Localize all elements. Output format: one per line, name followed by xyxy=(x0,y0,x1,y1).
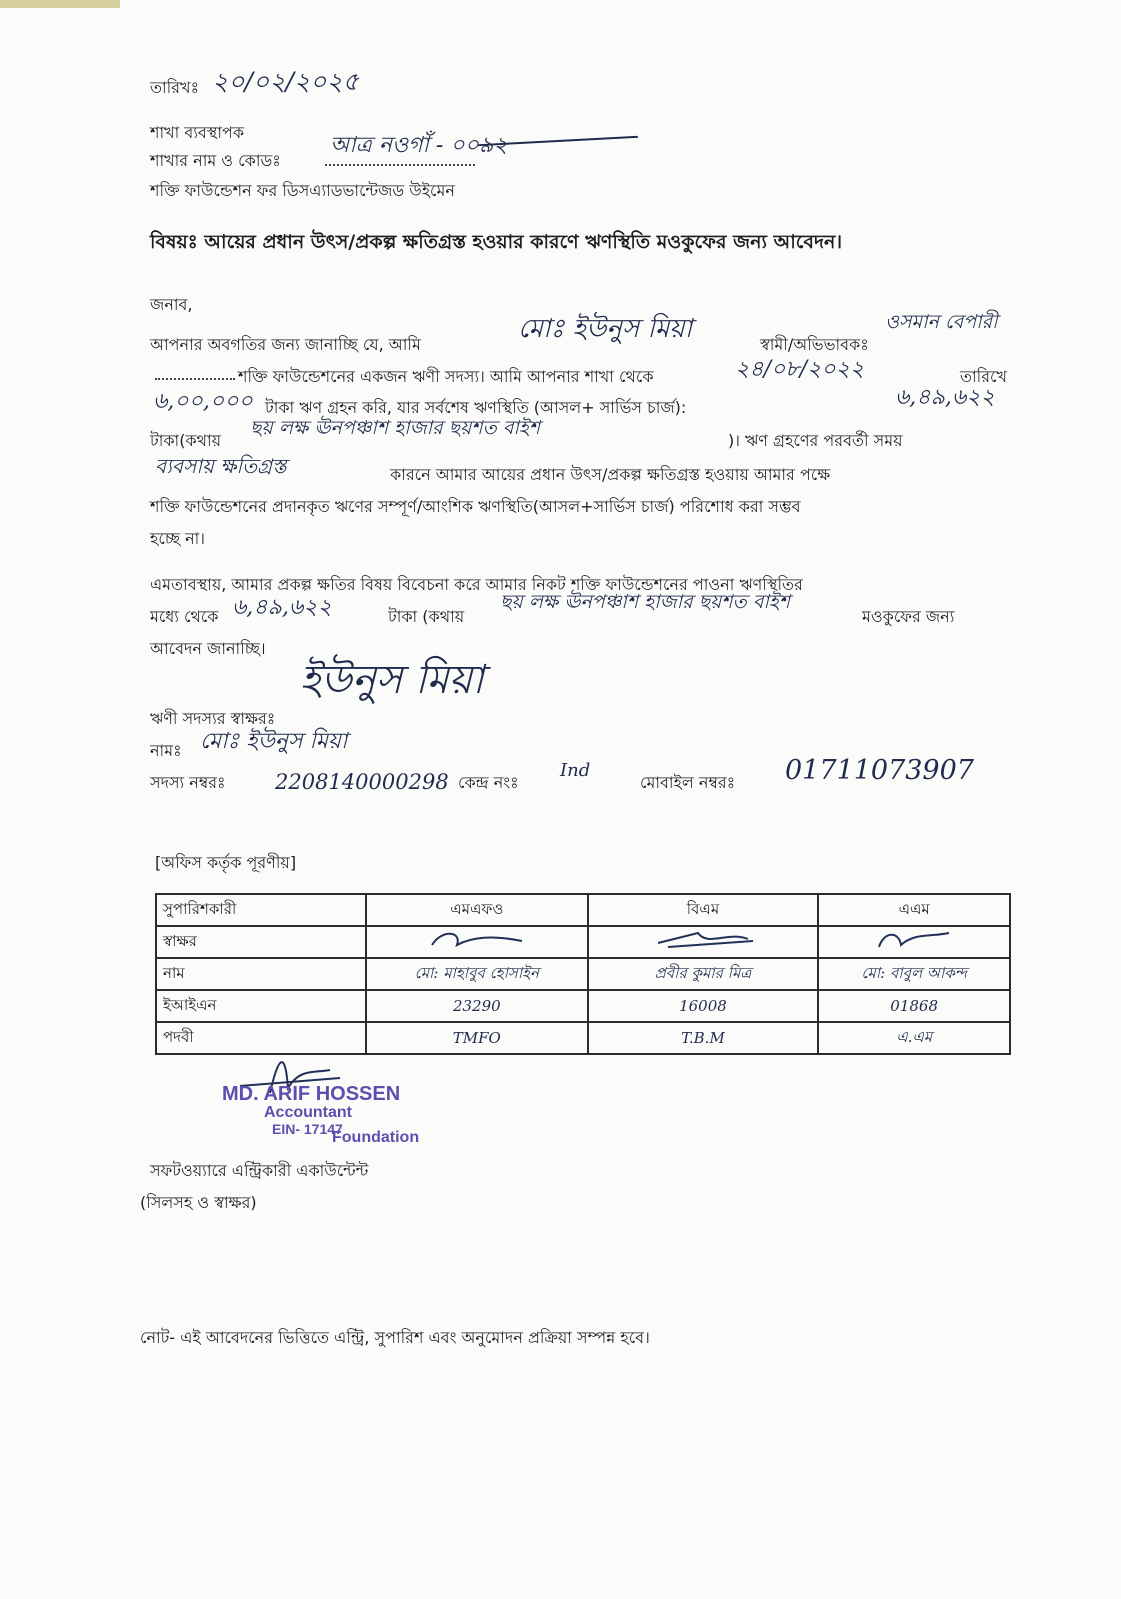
member-no-label: সদস্য নম্বরঃ xyxy=(150,773,226,792)
loss-reason: ব্যবসায় ক্ষতিগ্রস্ত xyxy=(155,454,287,478)
table-row xyxy=(156,990,1010,1022)
signature-mark xyxy=(869,927,959,953)
applicant-name: মোঃ ইউনুস মিয়া xyxy=(518,314,693,344)
table-cell: এ.এম xyxy=(818,1022,1010,1054)
row-label: স্বাক্ষর xyxy=(156,926,366,958)
accountant-label: সফটওয়্যারে এন্ট্রিকারী একাউন্টেন্ট xyxy=(150,1161,369,1180)
mobile-label: মোবাইল নম্বরঃ xyxy=(640,773,736,792)
office-label: [অফিস কর্তৃক পূরণীয়] xyxy=(155,853,297,872)
table-cell: মো: বাবুল আকন্দ xyxy=(818,958,1010,990)
branch-manager: শাখা ব্যবস্থাপক xyxy=(150,123,245,142)
stamp-title: Accountant xyxy=(264,1104,352,1121)
waiver-amount-words: ছয় লক্ষ ঊনপঞ্চাশ হাজার ছয়শত বাইশ xyxy=(500,591,791,613)
loan-balance: ৬,৪৯,৬২২ xyxy=(895,385,995,410)
signature-mark xyxy=(422,927,532,953)
row-label: ইআইএন xyxy=(156,990,366,1022)
center-label: কেন্দ্র নংঃ xyxy=(458,773,519,792)
para1-text: হচ্ছে না। xyxy=(150,529,205,548)
accountant-stamp xyxy=(222,1084,419,1147)
para1-text: তারিখে xyxy=(960,367,1007,386)
foundation-name: শক্তি ফাউন্ডেশন ফর ডিসএ্যাডভান্টেজড উইমেন xyxy=(150,181,455,200)
member-signature: ইউনুস মিয়া xyxy=(300,657,484,703)
table-cell: 16008 xyxy=(588,990,819,1022)
branch-name-value: আত্র নওগাঁ - ০০৯২ xyxy=(330,133,508,158)
para1-text: টাকা ঋণ গ্রহন করি, যার সর্বশেষ ঋণস্থিতি (আসল+ সার্ভিস চার্জ): xyxy=(265,398,687,417)
table-cell: প্রবীর কুমার মিত্র xyxy=(588,958,819,990)
seal-note: (সিলসহ ও স্বাক্ষর) xyxy=(140,1193,257,1212)
date-value: ২০/০২/২০২৫ xyxy=(212,67,359,96)
table-cell: 01868 xyxy=(818,990,1010,1022)
signature-mark xyxy=(638,927,768,953)
paper-corner xyxy=(0,0,120,8)
center-no: Ind xyxy=(560,760,591,781)
para2-text: আবেদন জানাচ্ছি। xyxy=(150,639,266,658)
date-label: তারিখঃ xyxy=(150,78,200,97)
row-label: নাম xyxy=(156,958,366,990)
table-cell: মো: মাহাবুব হোসাইন xyxy=(366,958,588,990)
stamp-ein: EIN- 17147 xyxy=(272,1120,343,1137)
member-signature-label: ঋণী সদস্যর স্বাক্ষরঃ xyxy=(150,709,276,728)
loan-amount: ৬,০০,০০০ xyxy=(153,389,253,414)
balance-in-words: ছয় লক্ষ ঊনপঞ্চাশ হাজার ছয়শত বাইশ xyxy=(250,417,541,439)
para1-text: শক্তি ফাউন্ডেশনের প্রদানকৃত ঋণের সম্পূর্ণ/আংশিক ঋণস্থিতি(আসল+সার্ভিস চার্জ) পরিশোধ করা সম্ভব xyxy=(150,497,801,516)
para2-text: এমতাবস্থায়, আমার প্রকল্প ক্ষতির বিষয় বিবেচনা করে আমার নিকট শক্তি ফাউন্ডেশনের পাওনা ঋণস্থিতির xyxy=(150,575,803,594)
table-header-row xyxy=(156,894,1010,926)
signature-cell xyxy=(366,926,588,958)
member-no: 2208140000298 xyxy=(275,770,449,794)
mobile-no: 01711073907 xyxy=(785,755,974,786)
para2-text: টাকা (কথায় xyxy=(388,607,465,626)
guardian-name: ওসমান বেপারী xyxy=(885,311,998,333)
para1-text: )। ঋণ গ্রহণের পরবর্তী সময় xyxy=(728,431,903,450)
subject-line: বিষয়ঃ আয়ের প্রধান উৎস/প্রকল্প ক্ষতিগ্রস্ত হওয়ার কারণে ঋণস্থিতি মওকুফের জন্য আবেদন। xyxy=(150,231,843,253)
member-name-label: নামঃ xyxy=(150,741,182,760)
footer-note: নোট- এই আবেদনের ভিত্তিতে এন্ট্রি, সুপারিশ এবং অনুমোদন প্রক্রিয়া সম্পন্ন হবে। xyxy=(140,1328,650,1347)
header-cell: এমএফও xyxy=(366,894,588,926)
signature-cell xyxy=(588,926,819,958)
header-cell: এএম xyxy=(818,894,1010,926)
waiver-amount: ৬,৪৯,৬২২ xyxy=(232,595,332,620)
table-cell: T.B.M xyxy=(588,1022,819,1054)
para1-text: স্বামী/অভিভাবকঃ xyxy=(760,335,869,354)
loan-date: ২৪/০৮/২০২২ xyxy=(735,357,865,382)
table-row xyxy=(156,958,1010,990)
para1-text: আপনার অবগতির জন্য জানাচ্ছি যে, আমি xyxy=(150,335,421,354)
signature-cell xyxy=(818,926,1010,958)
para2-text: মওকুফের জন্য xyxy=(862,607,955,626)
stamp-name: MD. ARIF HOSSEN xyxy=(222,1083,401,1105)
salutation: জনাব, xyxy=(150,295,193,314)
para1-text: টাকা(কথায় xyxy=(150,431,222,450)
office-table xyxy=(155,893,1011,1055)
row-label: পদবী xyxy=(156,1022,366,1054)
dotted-line xyxy=(155,378,235,380)
stamp-org: Foundation xyxy=(332,1129,420,1147)
branch-name-label: শাখার নাম ও কোডঃ xyxy=(150,151,281,170)
para1-text: শক্তি ফাউন্ডেশনের একজন ঋণী সদস্য। আমি আপনার শাখা থেকে xyxy=(238,367,654,386)
para2-text: মধ্যে থেকে xyxy=(150,607,219,626)
member-name: মোঃ ইউনুস মিয়া xyxy=(200,729,348,754)
table-cell: TMFO xyxy=(366,1022,588,1054)
para1-text: কারনে আমার আয়ের প্রধান উৎস/প্রকল্প ক্ষতিগ্রস্ত হওয়ায় আমার পক্ষে xyxy=(390,465,831,484)
table-row xyxy=(156,926,1010,958)
table-cell: 23290 xyxy=(366,990,588,1022)
header-cell: বিএম xyxy=(588,894,819,926)
header-cell: সুপারিশকারী xyxy=(156,894,366,926)
